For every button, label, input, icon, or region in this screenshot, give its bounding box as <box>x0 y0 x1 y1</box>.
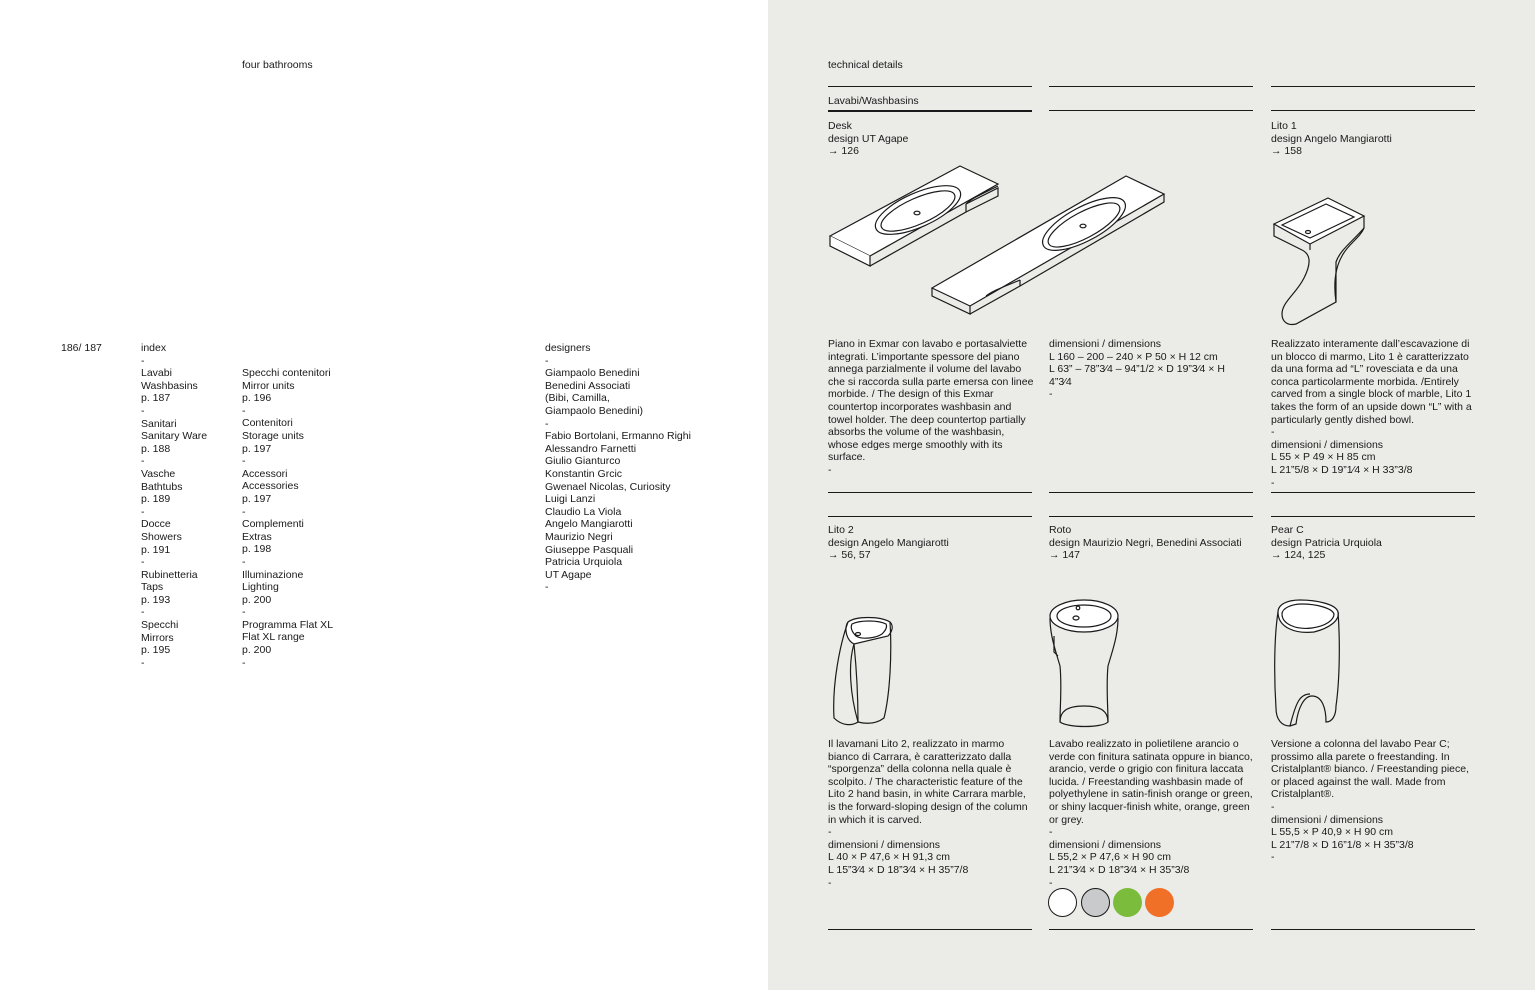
product-designer: design Maurizio Negri, Benedini Associati <box>1049 536 1242 549</box>
divider <box>828 86 1032 87</box>
designer-name: Giampaolo Benedini <box>545 367 640 380</box>
product-name: Lito 1 <box>1271 120 1297 132</box>
product-description: Lavabo realizzato in polietilene arancio o verde con finitura satinata oppure in bianco, arancio, verde o grigio con finitura laccata lucida. / Freestanding washbasin made of polyethylene in satin-finish orange or green, or shiny lacquer-finish white, orange, green or grey. <box>1049 738 1253 826</box>
index-entry: Specchi contenitori <box>242 367 331 379</box>
designer-name: Claudio La Viola <box>545 505 622 518</box>
dimensions-metric: L 55,2 × P 47,6 × H 90 cm <box>1049 851 1171 864</box>
designer-name: Angelo Mangiarotti <box>545 518 633 531</box>
dimensions-label: dimensioni / dimensions <box>1271 813 1384 826</box>
designer-name: Konstantin Grcic <box>545 467 623 480</box>
product-dimensions-desk: dimensioni / dimensions L 160 – 200 – 240 × P 50 × H 12 cm L 63” – 78”3⁄4 – 94”1/2 × D 19”3⁄4 × H 4”3⁄4 - <box>1049 338 1249 401</box>
index-entry: Illuminazione <box>242 568 304 581</box>
index-entry: Rubinetteria <box>141 568 198 581</box>
divider <box>1271 110 1475 111</box>
running-head: four bathrooms <box>242 59 313 71</box>
product-description: Piano in Exmar con lavabo e portasalviette integrati. L’importante spessore del piano annega parzialmente il volume del lavabo che si raccorda sulla parte emersa con linee morbide. / The design of this Exmar countertop incorporates washbasin and towel holder. The deep countertop partially absorbs the volume of the washbasin, whose edges merge smoothly with its surface. <box>828 338 1034 464</box>
product-body-desk: Piano in Exmar con lavabo e portasalviette integrati. L’importante spessore del piano annega parzialmente il volume del lavabo che si raccorda sulla parte emersa con linee morbide. / The design of this Exmar countertop incorporates washbasin and towel holder. The deep countertop partially absorbs the volume of the washbasin, whose edges merge smoothly with its surface. - <box>828 338 1034 476</box>
dimensions-metric: L 40 × P 47,6 × H 91,3 cm <box>828 851 950 864</box>
page-numbers: 186/ 187 <box>61 342 102 354</box>
product-header-roto <box>1049 524 1242 562</box>
divider <box>828 516 1032 517</box>
dimensions-label: dimensioni / dimensions <box>828 838 941 851</box>
index-entry: Programma Flat XL <box>242 618 334 631</box>
designer-name: Maurizio Negri <box>545 530 613 543</box>
divider <box>1271 492 1475 493</box>
index-entry: Specchi <box>141 619 179 632</box>
product-header-desk <box>828 120 908 158</box>
lito2-washbasin-drawing <box>828 614 898 730</box>
designer-name: Luigi Lanzi <box>545 493 596 506</box>
dimensions-metric: L 160 – 200 – 240 × P 50 × H 12 cm <box>1049 350 1218 363</box>
dimensions-imperial: L 15”3⁄4 × D 18”3⁄4 × H 35”7/8 <box>828 863 969 876</box>
designer-name: Giampaolo Benedini) <box>545 404 644 417</box>
index-entry: Vasche <box>141 467 176 480</box>
product-name: Pear C <box>1271 524 1304 536</box>
color-swatch-orange <box>1145 888 1174 917</box>
designers-list: designers - Giampaolo Benedini Benedini Associati (Bibi, Camilla, Giampaolo Benedini) - Fabio Bortolani, Ermanno Righi Alessandro Farnetti Giulio Gianturco Konstantin Grcic Gwenael Nicolas, Curiosity Luigi Lanzi Claudio La Viola Angelo Mangiarotti Maurizio Negri Giuseppe Pasquali Patricia Urquiola UT Agape - <box>545 342 691 594</box>
product-name: Roto <box>1049 524 1072 536</box>
section-title: Lavabi/Washbasins <box>828 95 919 107</box>
index-entry: Contenitori <box>242 417 293 430</box>
color-swatch-grey <box>1081 888 1110 917</box>
designer-name: Giuseppe Pasquali <box>545 543 634 556</box>
divider <box>1049 929 1253 930</box>
designer-name: UT Agape <box>545 568 592 581</box>
index-heading: index <box>141 342 167 354</box>
product-header-pear-c <box>1271 524 1382 562</box>
product-designer: design Angelo Mangiarotti <box>828 536 949 549</box>
divider <box>1049 492 1253 493</box>
roto-washbasin-drawing <box>1046 596 1122 732</box>
page-reference: → 126 <box>828 145 859 158</box>
product-header-lito2 <box>828 524 949 562</box>
color-swatch-white <box>1048 888 1077 917</box>
dimensions-label: dimensioni / dimensions <box>1271 438 1384 451</box>
index-entry: Sanitari <box>141 417 177 430</box>
dimensions-label: dimensioni / dimensions <box>1049 338 1162 350</box>
dimensions-metric: L 55,5 × P 40,9 × H 90 cm <box>1271 826 1393 839</box>
designers-heading: designers <box>545 342 591 354</box>
designer-name: Benedini Associati <box>545 379 631 392</box>
dimensions-imperial: L 63” – 78”3⁄4 – 94”1/2 × D 19”3⁄4 × H 4”3⁄4 <box>1049 363 1225 388</box>
divider <box>1049 86 1253 87</box>
dimensions-metric: L 55 × P 49 × H 85 cm <box>1271 451 1376 464</box>
dimensions-imperial: L 21”5/8 × D 19”1⁄4 × H 33”3/8 <box>1271 463 1413 476</box>
index-column-2: Specchi contenitori Mirror units p. 196 - Contenitori Storage units p. 197 - Accessori Accessories p. 197 - Complementi Extras p. 198 - Illuminazione Lighting p. 200 - Programma Flat XL Flat XL range p. 200 - <box>242 367 334 669</box>
divider <box>1271 86 1475 87</box>
product-name: Desk <box>828 120 852 132</box>
designer-name: Patricia Urquiola <box>545 556 623 569</box>
divider <box>1049 516 1253 517</box>
product-body-roto: Lavabo realizzato in polietilene arancio o verde con finitura satinata oppure in bianco, arancio, verde o grigio con finitura laccata lucida. / Freestanding washbasin made of polyethylene in satin-finish orange or green, or shiny lacquer-finish white, orange, green or grey. - dimensioni / dimensions L 55,2 × P 47,6 × H 90 cm L 21”3⁄4 × D 18”3⁄4 × H 35”3/8 - <box>1049 738 1255 889</box>
divider <box>828 492 1032 493</box>
dimensions-label: dimensioni / dimensions <box>1049 838 1162 851</box>
designer-name: Giulio Gianturco <box>545 455 621 468</box>
pear-c-washbasin-drawing <box>1270 598 1342 730</box>
designer-name: Alessandro Farnetti <box>545 442 637 455</box>
divider <box>1049 110 1253 111</box>
desk-washbasin-drawing <box>826 160 1171 310</box>
divider <box>1271 929 1475 930</box>
dimensions-imperial: L 21”3⁄4 × D 18”3⁄4 × H 35”3/8 <box>1049 863 1190 876</box>
page-reference: → 147 <box>1049 549 1080 562</box>
section-divider <box>828 110 1032 112</box>
color-swatch-green <box>1113 888 1142 917</box>
product-header-lito1 <box>1271 120 1392 158</box>
divider <box>828 929 1032 930</box>
product-body-lito2: Il lavamani Lito 2, realizzato in marmo bianco di Carrara, è caratterizzato dalla “sporgenza” della colonna nella quale è scolpito. / The characteristic feature of the Lito 2 hand basin, in white Carrara marble, is the forward-sloping design of the column in which it is carved. - dimensioni / dimensions L 40 × P 47,6 × H 91,3 cm L 15”3⁄4 × D 18”3⁄4 × H 35”7/8 - <box>828 738 1034 889</box>
index-entry: Accessori <box>242 467 288 480</box>
designer-name: (Bibi, Camilla, <box>545 392 610 405</box>
index-entry: Lavabi <box>141 367 172 380</box>
running-head: technical details <box>828 59 903 71</box>
page-reference: → 124, 125 <box>1271 549 1326 562</box>
product-description: Il lavamani Lito 2, realizzato in marmo bianco di Carrara, è caratterizzato dalla “sporgenza” della colonna nella quale è scolpito. / The characteristic feature of the Lito 2 hand basin, in white Carrara marble, is the forward-sloping design of the column in which it is carved. <box>828 738 1028 826</box>
index-entry: Complementi <box>242 518 304 531</box>
page-reference: → 158 <box>1271 145 1302 158</box>
dimensions-imperial: L 21”7/8 × D 16”1/8 × H 35”3/8 <box>1271 838 1414 851</box>
product-designer: design Angelo Mangiarotti <box>1271 132 1392 145</box>
product-description: Realizzato interamente dall’escavazione di un blocco di marmo, Lito 1 è caratterizzato da una forma ad “L” rovesciata e da una conca particolarmente morbida. /Entirely carved from a single block of marble, Lito 1 takes the form of an upside down “L” with a particularly gently dished bowl. <box>1271 338 1472 426</box>
product-name: Lito 2 <box>828 524 854 536</box>
product-body-pear-c: Versione a colonna del lavabo Pear C; prossimo alla parete o freestanding. In Cristalplant® bianco. / Freestanding piece, or placed against the wall. Made from Cristalplant®. - dimensioni / dimensions L 55,5 × P 40,9 × H 90 cm L 21”7/8 × D 16”1/8 × H 35”3/8 - <box>1271 738 1477 864</box>
divider <box>1271 516 1475 517</box>
product-body-lito1: Realizzato interamente dall’escavazione di un blocco di marmo, Lito 1 è caratterizzato da una forma ad “L” rovesciata e da una conca particolarmente morbida. /Entirely carved from a single block of marble, Lito 1 takes the form of an upside down “L” with a particularly gently dished bowl. - dimensioni / dimensions L 55 × P 49 × H 85 cm L 21”5/8 × D 19”1⁄4 × H 33”3/8 - <box>1271 338 1479 489</box>
designer-name: Gwenael Nicolas, Curiosity <box>545 480 671 493</box>
page-reference: → 56, 57 <box>828 549 871 562</box>
designer-name: Fabio Bortolani, Ermanno Righi <box>545 430 691 443</box>
product-designer: design Patricia Urquiola <box>1271 536 1382 549</box>
product-designer: design UT Agape <box>828 132 909 145</box>
lito1-washbasin-drawing <box>1270 192 1370 328</box>
index-entry: Docce <box>141 518 171 531</box>
index-column-1: index - Lavabi Washbasins p. 187 - Sanitari Sanitary Ware p. 188 - Vasche Bathtubs p. 189 - Docce Showers p. 191 - Rubinetteria Taps p. 193 - Specchi Mirrors p. 195 - <box>141 342 208 669</box>
product-description: Versione a colonna del lavabo Pear C; prossimo alla parete o freestanding. In Cristalplant® bianco. / Freestanding piece, or placed against the wall. Made from Cristalplant®. <box>1271 738 1470 801</box>
